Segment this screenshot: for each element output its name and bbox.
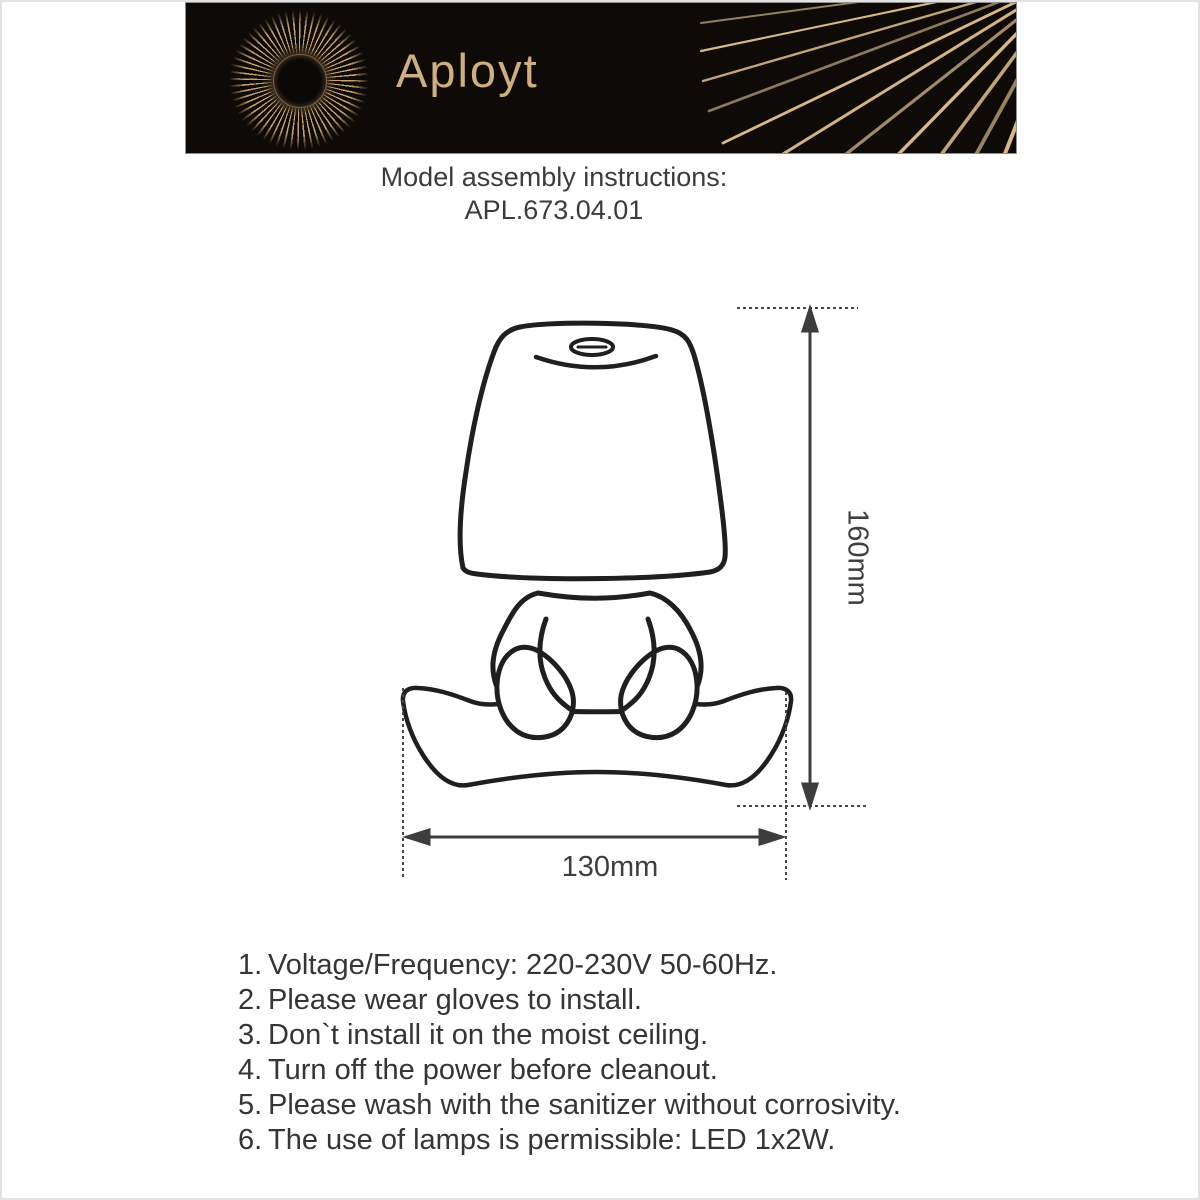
list-item-number: 2.: [238, 984, 263, 1016]
list-item-number: 5.: [238, 1089, 263, 1121]
title-line1: Model assembly instructions:: [380, 162, 728, 192]
list-item-number: 3.: [238, 1019, 263, 1051]
list-item: [238, 983, 901, 1018]
list-item: [238, 1088, 901, 1123]
list-item-number: 4.: [238, 1054, 263, 1086]
width-dimension-label: 130mm: [561, 851, 659, 883]
list-item-text: The use of lamps is permissible: LED 1x2W.: [268, 1124, 836, 1156]
instruction-list: [238, 948, 901, 1158]
list-item-text: Turn off the power before cleanout.: [268, 1054, 718, 1086]
list-item-number: 6.: [238, 1124, 263, 1156]
list-item: [238, 948, 901, 983]
list-item-number: 1.: [238, 949, 263, 981]
brand-logo-text: Aployt: [396, 44, 539, 97]
list-item: [238, 1123, 901, 1158]
list-item: [238, 1053, 901, 1088]
height-dimension-label: 160mm: [841, 509, 874, 606]
list-item-text: Please wear gloves to install.: [268, 984, 642, 1016]
title-line2: APL.673.04.01: [464, 195, 644, 225]
list-item-text: Voltage/Frequency: 220-230V 50-60Hz.: [268, 949, 778, 981]
list-item-text: Don`t install it on the moist ceiling.: [268, 1019, 709, 1051]
list-item: [238, 1018, 901, 1053]
list-item-text: Please wash with the sanitizer without corrosivity.: [268, 1089, 901, 1121]
